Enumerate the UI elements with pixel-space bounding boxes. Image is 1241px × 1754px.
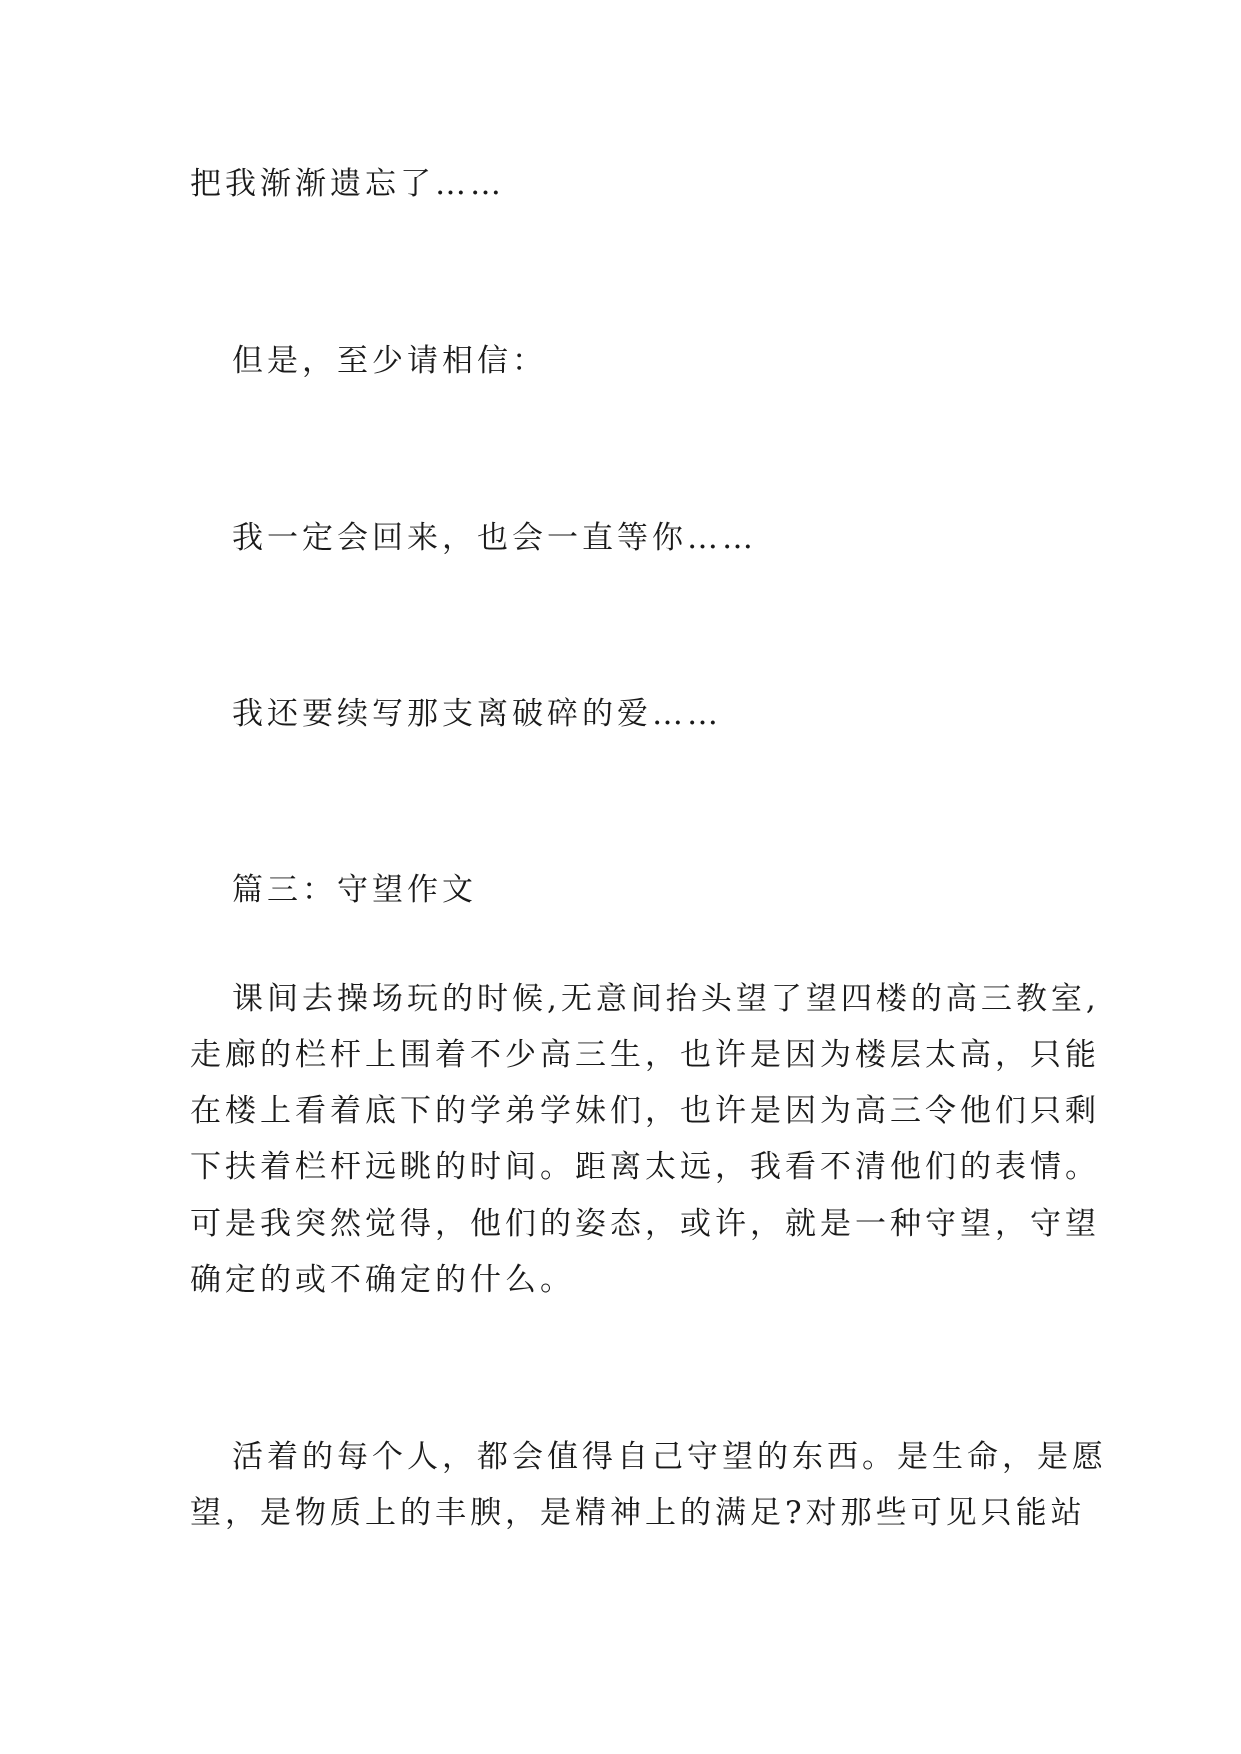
text-line: 望，是物质上的丰腴，是精神上的满足?对那些可见只能站: [190, 1495, 1086, 1531]
text-line-paragraph: 我一定会回来，也会一直等你……: [232, 520, 757, 556]
text-line-paragraph: 活着的每个人，都会值得自己守望的东西。是生命，是愿: [232, 1439, 1107, 1475]
section-heading: 篇三：守望作文: [232, 872, 477, 908]
text-line: 在楼上看着底下的学弟学妹们，也许是因为高三令他们只剩: [190, 1093, 1100, 1129]
text-line: 下扶着栏杆远眺的时间。距离太远，我看不清他们的表情。: [190, 1149, 1100, 1185]
text-line-paragraph: 我还要续写那支离破碎的爱……: [232, 696, 722, 732]
text-line: 走廊的栏杆上围着不少高三生，也许是因为楼层太高，只能: [190, 1037, 1100, 1073]
text-line: 确定的或不确定的什么。: [190, 1262, 575, 1298]
text-line-continuation: 把我渐渐遗忘了……: [190, 166, 505, 202]
text-line: 可是我突然觉得，他们的姿态，或许，就是一种守望，守望: [190, 1206, 1100, 1242]
text-line-paragraph: 课间去操场玩的时候,无意间抬头望了望四楼的高三教室,: [232, 981, 1100, 1017]
text-line-paragraph: 但是，至少请相信：: [232, 343, 547, 379]
